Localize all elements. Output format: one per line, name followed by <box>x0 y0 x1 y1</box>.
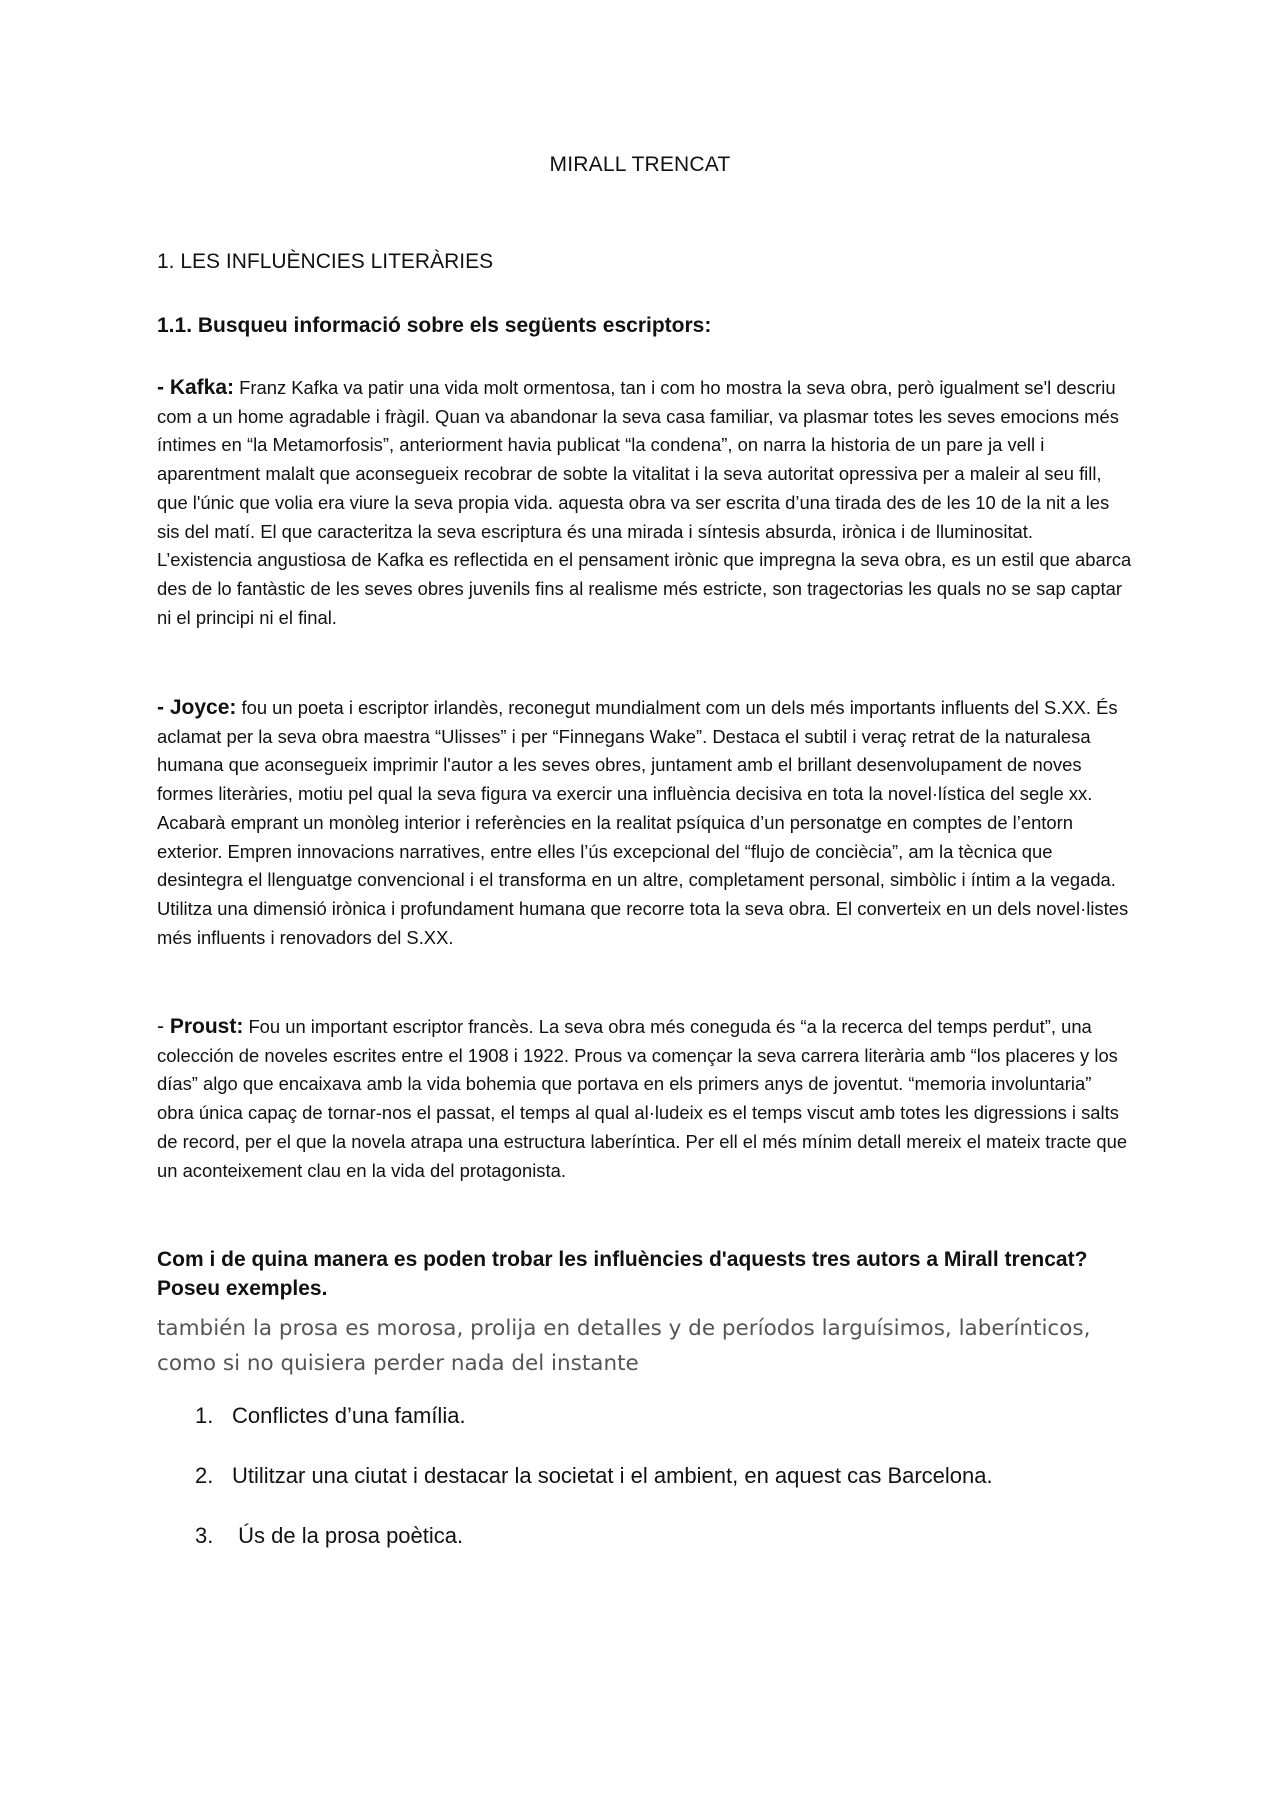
paragraph-proust-text: Fou un important escriptor francès. La seva obra més coneguda és “a la recerca del temps perdut”, una colección de noveles escrites entre el 1908 i 1922. Prous va començar la seva carrera literària amb “los placeres y los días” algo que encaixava amb la vida bohemia que portava en els primers anys de joventut. “memoria involuntaria” obra única capaç de tornar-nos el passat, el temps al qual al·ludeix es el temps viscut amb totes les digressions i salts de record, per el que la novela atrapa una estructura laberíntica. Per ell el més mínim detall mereix el mateix tracte que un aconteixement clau en la vida del protagonista. <box>157 1016 1128 1181</box>
author-name-kafka: - Kafka: <box>157 376 235 399</box>
paragraph-kafka <box>157 374 1132 632</box>
answer-list <box>157 1400 1157 1580</box>
question-heading: Com i de quina manera es poden trobar les influències d'aquests tres autors a Mirall trencat? Poseu exemples. <box>157 1248 1088 1300</box>
list-number: 2. <box>195 1463 214 1488</box>
list-number: 1. <box>195 1403 214 1428</box>
paragraph-proust <box>157 1013 1132 1185</box>
paragraph-joyce-text: fou un poeta i escriptor irlandès, reconegut mundialment com un dels més importants influents del S.XX. És aclamat per la seva obra maestra “Ulisses” i per “Finnegans Wake”. Destaca el subtil i veraç retrat de la naturalesa humana que aconsegueix imprimir l'autor a les seves obres, juntament amb el brillant desenvolupament de noves formes literàries, motiu pel qual la seva figura va exercir una influència decisiva en tota la novel·lística del segle xx. Acabarà emprant un monòleg interior i referències en la realitat psíquica d’un personatge en comptes de l’entorn exterior. Empren innovacions narratives, entre elles l’ús excepcional del “flujo de conciècia”, am la tècnica que desintegra el llenguatge convencional i el transforma en un altre, completament personal, simbòlic i íntim a la vegada. Utilitza una dimensió irònica i profundament humana que recorre tota la seva obra. El converteix en un dels novel·listes més influents i renovadors del S.XX. <box>157 697 1129 948</box>
list-text: Utilitzar una ciutat i destacar la societat i el ambient, en aquest cas Barcelona. <box>232 1463 993 1488</box>
document-title: MIRALL TRENCAT <box>549 153 731 176</box>
author-name-proust: Proust: <box>169 1015 244 1038</box>
paragraph-kafka-text: Franz Kafka va patir una vida molt ormentosa, tan i com ho mostra la seva obra, però igualment se'l descriu com a un home agradable i fràgil. Quan va abandonar la seva casa familiar, va plasmar totes les seves emocions més íntimes en “la Metamorfosis”, anteriorment havia publicat “la condena”, on narra la historia de un pare ja vell i aparentment malalt que aconsegueix recobrar de sobte la vitalitat i la seva autoritat opressiva per a maleir al seu fill, que l'únic que volia era viure la seva propia vida. aquesta obra va ser escrita d’una tirada des de les 10 de la nit a les sis del matí. El que caracteritza la seva escriptura és una mirada i síntesis absurda, irònica i de lluminositat. L’existencia angustiosa de Kafka es reflectida en el pensament irònic que impregna la seva obra, es un estil que abarca des de lo fantàstic de les seves obres juvenils fins al realisme més estricte, son tragectorias les quals no se sap captar ni el principi ni el final. <box>157 377 1132 628</box>
list-number: 3. <box>195 1523 214 1548</box>
author-prefix-proust: - <box>157 1015 170 1038</box>
list-text: Conflictes d’una família. <box>232 1403 466 1428</box>
list-text: Ús de la prosa poètica. <box>232 1523 464 1548</box>
sub-heading: 1.1. Busqueu informació sobre els següents escriptors: <box>157 314 712 337</box>
quote-text: también la prosa es morosa, prolija en detalles y de períodos larguísimos, laberínticos, como si no quisiera perder nada del instante <box>157 1316 1091 1376</box>
list-item <box>157 1460 1157 1492</box>
section-heading: 1. LES INFLUÈNCIES LITERÀRIES <box>157 250 494 273</box>
author-name-joyce: - Joyce: <box>157 696 237 719</box>
list-item <box>157 1520 1157 1552</box>
list-item <box>157 1400 1157 1432</box>
paragraph-joyce <box>157 694 1132 952</box>
